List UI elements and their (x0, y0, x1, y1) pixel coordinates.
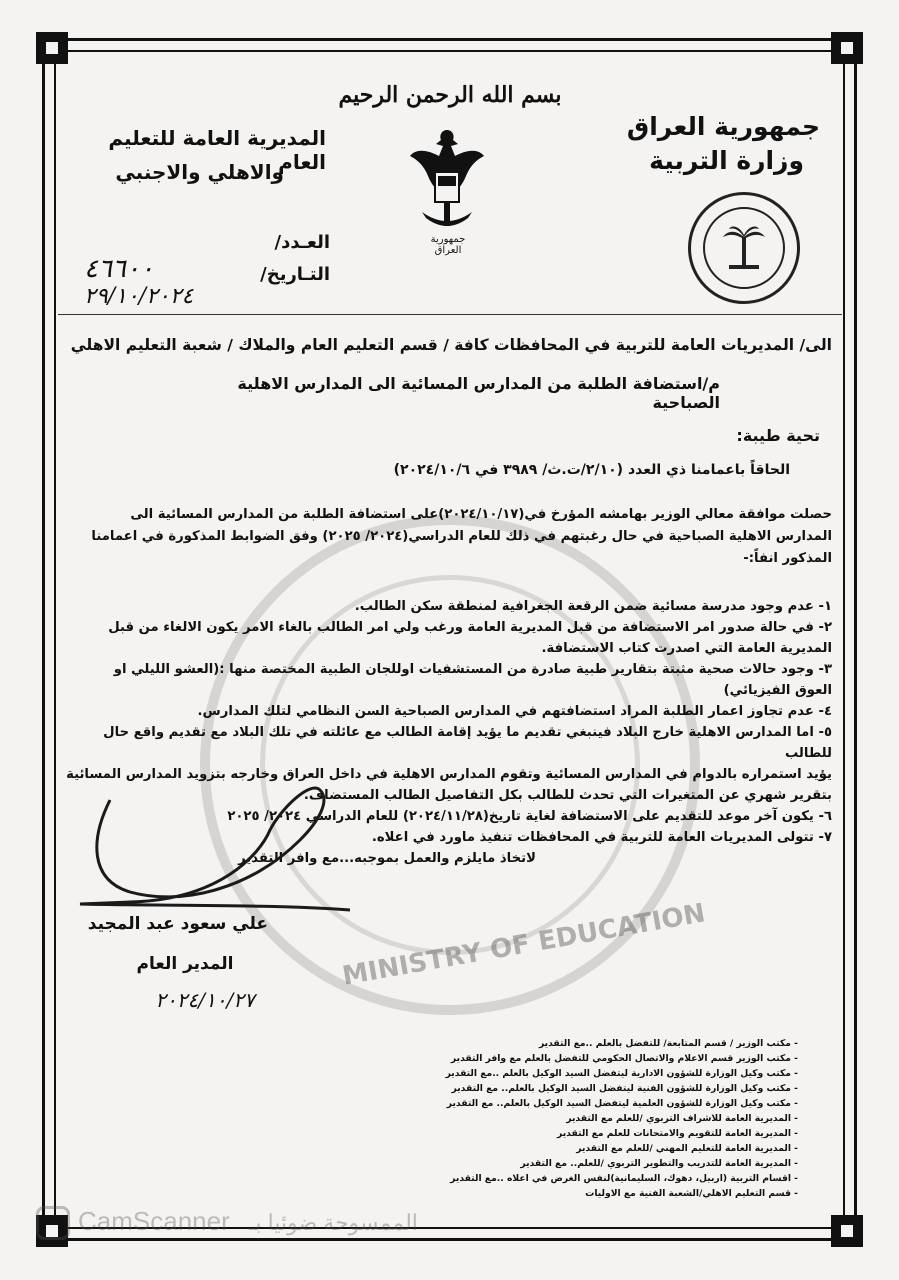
list-item: بتقرير شهري عن المتغيرات التي تحدث للطالب بكل التفاصيل الطالب المستضاف. (303, 788, 832, 803)
ref-number-label: العـدد/ (274, 232, 330, 253)
cc-list (430, 1036, 798, 1201)
list-item: ٣- وجود حالات صحية مثبتة بتقارير طبية صادرة من المستشفيات اوللجان الطبية المختصة منها :(العشو الليلي او (113, 662, 832, 677)
list-item: العوق الفيزيائي) (723, 683, 832, 698)
cc-item: - مكتب وكيل الوزارة للشؤون العلمية ليتفضل السيد الوكيل بالعلم.. مع التقدير (446, 1098, 798, 1109)
camscanner-watermark (36, 1206, 418, 1240)
body-paragraph (62, 504, 832, 570)
basmala: بسم الله الرحمن الرحيم (338, 82, 562, 108)
cc-item: - المديرية العامة للتدريب والتطوير التربوي /للعلم.. مع التقدير (520, 1158, 798, 1169)
addressee: الى/ المديريات العامة للتربية في المحافظات كافة / قسم التعليم العام والملاك / شعبة التعليم الاهلي (70, 336, 832, 354)
list-item: المديرية العامة التي اصدرت كتاب الاستضافة. (541, 641, 832, 656)
list-item: ٥- اما المدارس الاهلية خارج البلاد فينبغي تقديم ما يؤيد إقامة الطالب مع عائلته في تلك البلاد مع تقديم واقع حال للطالب (103, 725, 832, 761)
cc-item: - المديرية العامة للتقويم والامتحانات للعلم مع التقدير (556, 1128, 798, 1139)
cc-item: - مكتب وكيل الوزارة للشؤون الفنية ليتفضل السيد الوكيل بالعلم.. مع التقدير (451, 1083, 798, 1094)
seal-watermark-text: MINISTRY OF EDUCATION (340, 898, 708, 992)
corner-ornament-top-left (36, 32, 68, 64)
cc-item: - المديرية العامة للتعليم المهني /للعلم مع التقدير (576, 1143, 798, 1154)
header-republic: جمهورية العراق (626, 112, 820, 141)
closing-line: لاتخاذ مايلزم والعمل بموجبه...مع وافر التقدير (238, 851, 536, 866)
header-divider (58, 314, 842, 315)
corner-ornament-bottom-right (831, 1215, 863, 1247)
header-ministry: وزارة التربية (649, 146, 804, 175)
camscanner-text: CamScanner (78, 1206, 230, 1236)
list-item: ٢- في حالة صدور امر الاستضافة من قبل المديرية العامة ورغب ولي امر الطالب بالغاء الامر يكون الالغاء من قبل (108, 620, 832, 635)
list-item: يؤيد استمراره بالدوام في المدارس المسائية وتقوم المدارس الاهلية في داخل العراق وخارجه بتزويد المدارس المسائية (66, 767, 832, 782)
cc-item: - مكتب وكيل الوزارة للشؤون الادارية ليتفضل السيد الوكيل بالعلم ..مع التقدير (445, 1068, 798, 1079)
corner-ornament-top-right (831, 32, 863, 64)
eagle-icon (408, 126, 486, 248)
cc-item: - اقسام التربية (اربيل، دهوك، السليمانية)لنفس الغرض في اعلاه ..مع التقدير (450, 1173, 798, 1184)
header-directorate: المديرية العامة للتعليم العام (108, 126, 326, 174)
greeting: تحية طيبة: (736, 426, 820, 445)
ref-date-label: التـاريخ/ (260, 264, 330, 285)
iraq-eagle-emblem (408, 126, 486, 248)
signatory-title: المدير العام (136, 954, 234, 974)
list-item: ٤- عدم تجاوز اعمار الطلبة المراد استضافتهم في المدارس الصباحية السن النظامي لتلك المدارس. (197, 704, 832, 719)
ref-number-handwritten: ٤٦٦٠٠ (84, 254, 154, 284)
handwritten-signature (70, 780, 360, 920)
body-line: المذكور انفاً:- (743, 551, 832, 566)
camscanner-logo-icon (36, 1206, 70, 1240)
cc-item: - المديرية العامة للاشراف التربوي /للعلم مع التقدير (566, 1113, 798, 1124)
cc-item: - مكتب الوزير / قسم المتابعة/ للتفضل بالعلم ..مع التقدير (538, 1038, 798, 1049)
emblem-caption: جمهورية العراق (430, 234, 466, 256)
body-line: حصلت موافقة معالي الوزير بهامشه المؤرخ في(٢٠٢٤/١٠/١٧)على استضافة الطلبة من المدارس المسائية الى (130, 507, 832, 522)
palm-tree-icon (721, 223, 767, 273)
cc-item: - قسم التعليم الاهلي/الشعبة الفنية مع الاوليات (585, 1188, 798, 1199)
list-item: ٦- يكون آخر موعد للتقديم على الاستضافة لغاية تاريخ(٢٠٢٤/١١/٢٨) للعام الدراسي ٢٠٢٤/ ٢٠٢٥ (227, 809, 832, 824)
ministry-seal (688, 192, 800, 304)
camscanner-text-ar: الممسوحة ضوئيا بـ (248, 1210, 418, 1235)
signatory-name: علي سعود عبد المجيد (87, 914, 268, 934)
cc-item: - مكتب الوزير قسم الاعلام والاتصال الحكومي للتفضل بالعلم مع وافر التقدير (450, 1053, 798, 1064)
body-line: المدارس الاهلية الصباحية في حال رغبتهم في ذلك للعام الدراسي(٢٠٢٤/ ٢٠٢٥) وفق الضوابط المذكورة في اعمامنا (91, 529, 832, 544)
list-item: ٧- تتولى المديريات العامة للتربية في المحافظات تنفيذ ماورد في اعلاه. (371, 830, 832, 845)
ref-date-handwritten: ٢٩/١٠/٢٠٢٤ (84, 284, 194, 309)
reference-line: الحاقاً باعمامنا ذي العدد (٢/١٠/ت.ث/ ٣٩٨٩ في ٢٠٢٤/١٠/٦) (393, 462, 790, 478)
subject: م/استضافة الطلبة من المدارس المسائية الى المدارس الاهلية الصباحية (237, 374, 720, 412)
signature-date: ٢٠٢٤/١٠/٢٧ (155, 988, 255, 1012)
list-item: ١- عدم وجود مدرسة مسائية ضمن الرقعة الجغرافية لمنطقة سكن الطالب. (354, 599, 832, 614)
header-directorate-sub: والاهلي والاجنبي (115, 160, 284, 184)
